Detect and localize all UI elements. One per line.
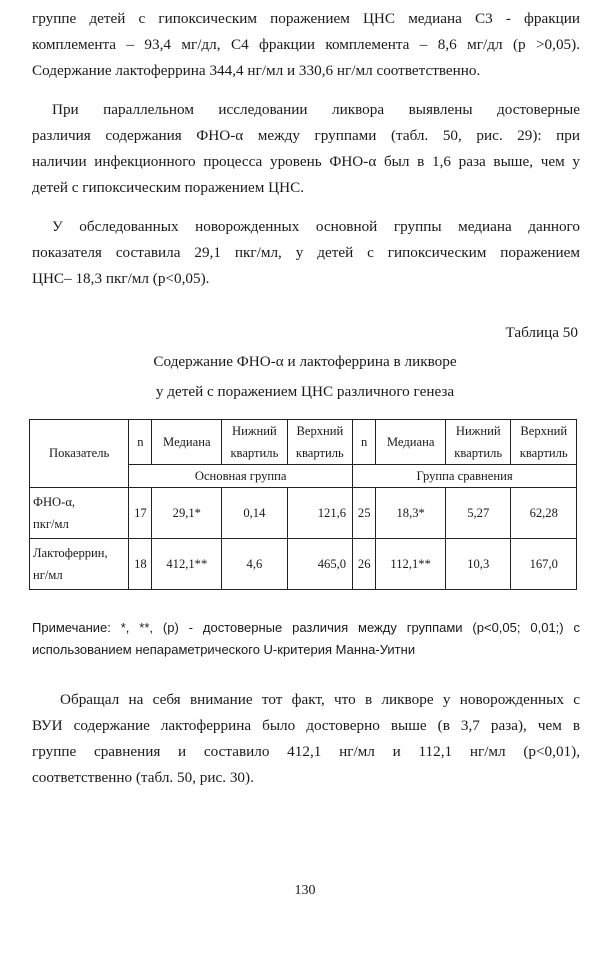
paragraph-1 (32, 6, 580, 84)
table-header-row (30, 420, 577, 465)
paragraph-line: группе сравнения и составило 412,1 нг/мл и 112,1 нг/мл (р<0,01), (32, 743, 580, 760)
table-number: Таблица 50 (505, 324, 578, 341)
cell-n: 18 (129, 539, 152, 590)
header-text: Верхний (520, 424, 568, 438)
cell-median: 18,3* (376, 488, 446, 539)
cell-median: 412,1** (152, 539, 222, 590)
cell-n: 26 (353, 539, 376, 590)
header-text: Нижний (232, 424, 277, 438)
note-line: Примечание: *, **, (р) - достоверные различия между группами (р<0,05; 0,01;) с (32, 620, 580, 635)
group-comparison: Группа сравнения (353, 465, 577, 488)
paragraph-line: различия содержания ФНО-α между группами (табл. 50, рис. 29): при (32, 127, 580, 144)
indicator-name: ФНО-α, (33, 495, 76, 509)
header-text: квартиль (230, 446, 279, 460)
paragraph-line: Содержание лактоферрина 344,4 нг/мл и 330,6 нг/мл соответственно. (32, 62, 481, 79)
header-lower-quartile (446, 420, 511, 465)
cell-lower: 10,3 (446, 539, 511, 590)
header-lower-quartile (222, 420, 287, 465)
paragraph-line: У обследованных новорожденных основной группы медиана данного (52, 218, 580, 235)
page-number: 130 (294, 883, 316, 898)
paragraph-line: соответственно (табл. 50, рис. 30). (32, 769, 254, 786)
cell-lower: 0,14 (222, 488, 287, 539)
header-text: Верхний (296, 424, 344, 438)
cell-lower: 5,27 (446, 488, 511, 539)
paragraph-line: При параллельном исследовании ликвора выявлены достоверные (52, 101, 580, 118)
header-text: Нижний (455, 424, 501, 438)
table-row (30, 539, 577, 590)
header-text: квартиль (295, 446, 344, 460)
row-indicator (30, 488, 129, 539)
paragraph-line: детей с гипоксическим поражением ЦНС. (32, 179, 305, 196)
paragraph-line: группе детей с гипоксическим поражением ЦНС медиана С3 - фракции (32, 10, 580, 27)
header-median: Медиана (152, 420, 222, 465)
note-line: использованием непараметрического U-критерия Манна-Уитни (32, 642, 416, 657)
cell-upper: 465,0 (287, 539, 352, 590)
table-note (32, 617, 580, 661)
paragraph-line: Обращал на себя внимание тот факт, что в ликворе у новорожденных с (60, 691, 580, 708)
paragraph-line: комплемента – 93,4 мг/дл, С4 фракции комплемента – 8,6 мг/дл (р >0,05). (32, 36, 580, 53)
paragraph-2 (32, 97, 580, 201)
cell-upper: 62,28 (511, 488, 577, 539)
header-n: n (353, 420, 376, 465)
table-caption-line-1: Содержание ФНО-α и лактоферрина в ликворе (153, 353, 457, 370)
row-indicator (30, 539, 129, 590)
cell-median: 112,1** (376, 539, 446, 590)
table-caption-line-2: у детей с поражением ЦНС различного генеза (155, 383, 455, 400)
paragraph-line: ВУИ содержание лактоферрина было достоверно выше (в 3,7 раза), чем в (32, 717, 580, 734)
data-table (29, 419, 577, 590)
header-upper-quartile (287, 420, 352, 465)
indicator-unit: пкг/мл (33, 517, 69, 531)
cell-n: 17 (129, 488, 152, 539)
cell-upper: 121,6 (287, 488, 352, 539)
header-n: n (129, 420, 152, 465)
paragraph-line: показателя составила 29,1 пкг/мл, у детей с гипоксическим поражением (32, 244, 580, 261)
paragraph-3 (32, 214, 580, 292)
header-indicator: Показатель (30, 420, 129, 488)
cell-upper: 167,0 (511, 539, 577, 590)
cell-lower: 4,6 (222, 539, 287, 590)
paragraph-line: наличии инфекционного процесса уровень ФНО-α был в 1,6 раза выше, чем у (32, 153, 580, 170)
indicator-name: Лактоферрин, (33, 546, 108, 560)
header-text: квартиль (454, 446, 503, 460)
cell-median: 29,1* (152, 488, 222, 539)
header-upper-quartile (511, 420, 577, 465)
group-main: Основная группа (129, 465, 353, 488)
paragraph-4 (32, 687, 580, 791)
header-median: Медиана (376, 420, 446, 465)
indicator-unit: нг/мл (33, 568, 63, 582)
cell-n: 25 (353, 488, 376, 539)
paragraph-line: ЦНС– 18,3 пкг/мл (р<0,05). (32, 270, 210, 287)
header-text: квартиль (519, 446, 568, 460)
table-row (30, 488, 577, 539)
